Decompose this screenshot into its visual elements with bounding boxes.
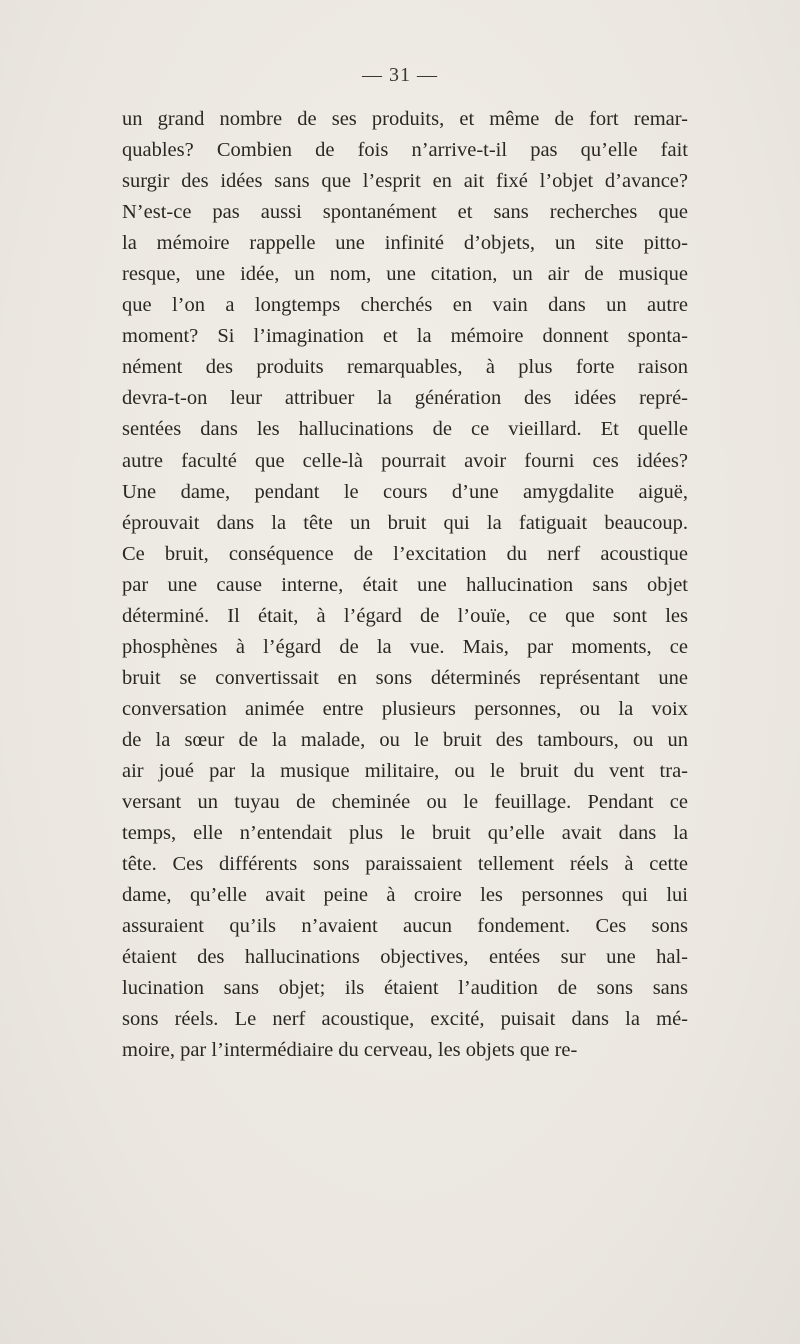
text-line: de la sœur de la malade, ou le bruit des tambours, ou un [122,728,688,751]
text-line: autre faculté que celle-là pourrait avoir fourni ces idées? [122,449,688,472]
text-line: par une cause interne, était une hallucination sans objet [122,573,688,596]
text-line: surgir des idées sans que l’esprit en ait fixé l’objet d’avance? [122,170,688,193]
text-line: déterminé. Il était, à l’égard de l’ouïe, ce que sont les [122,604,688,627]
text-line: sons réels. Le nerf acoustique, excité, puisait dans la mé- [122,1008,688,1031]
text-line: la mémoire rappelle une infinité d’objets, un site pitto- [122,232,688,255]
text-line: N’est-ce pas aussi spontanément et sans recherches que [122,201,688,224]
text-line: moment? Si l’imagination et la mémoire donnent sponta- [122,325,688,348]
text-line: resque, une idée, un nom, une citation, un air de musique [122,263,688,286]
text-line: étaient des hallucinations objectives, entées sur une hal- [122,946,688,969]
text-line: nément des produits remarquables, à plus forte raison [122,356,688,379]
text-line: tête. Ces différents sons paraissaient tellement réels à cette [122,853,688,876]
text-line: que l’on a longtemps cherchés en vain dans un autre [122,294,688,317]
text-line: phosphènes à l’égard de la vue. Mais, par moments, ce [122,635,688,658]
text-line: conversation animée entre plusieurs personnes, ou la voix [122,697,688,720]
text-line: lucination sans objet; ils étaient l’audition de sons sans [122,977,688,1000]
text-line: bruit se convertissait en sons déterminés représentant une [122,666,688,689]
text-line: air joué par la musique militaire, ou le bruit du vent tra- [122,759,688,782]
text-line: assuraient qu’ils n’avaient aucun fondement. Ces sons [122,915,688,938]
text-line: dame, qu’elle avait peine à croire les personnes qui lui [122,884,688,907]
text-line: sentées dans les hallucinations de ce vieillard. Et quelle [122,418,688,441]
text-line: devra-t-on leur attribuer la génération des idées repré- [122,387,688,410]
text-line: temps, elle n’entendait plus le bruit qu’elle avait dans la [122,822,688,845]
body-text [122,104,688,1066]
text-line: un grand nombre de ses produits, et même de fort remar- [122,108,688,130]
text-line: Ce bruit, conséquence de l’excitation du nerf acoustique [122,542,688,565]
text-line: moire, par l’intermédiaire du cerveau, les objets que re- [122,1039,578,1062]
page-number: — 31 — [362,64,438,86]
text-line: quables? Combien de fois n’arrive-t-il pas qu’elle fait [122,139,688,162]
text-line: versant un tuyau de cheminée ou le feuillage. Pendant ce [122,791,688,814]
text-line: Une dame, pendant le cours d’une amygdalite aiguë, [122,480,688,503]
text-line: éprouvait dans la tête un bruit qui la fatiguait beaucoup. [122,511,688,534]
